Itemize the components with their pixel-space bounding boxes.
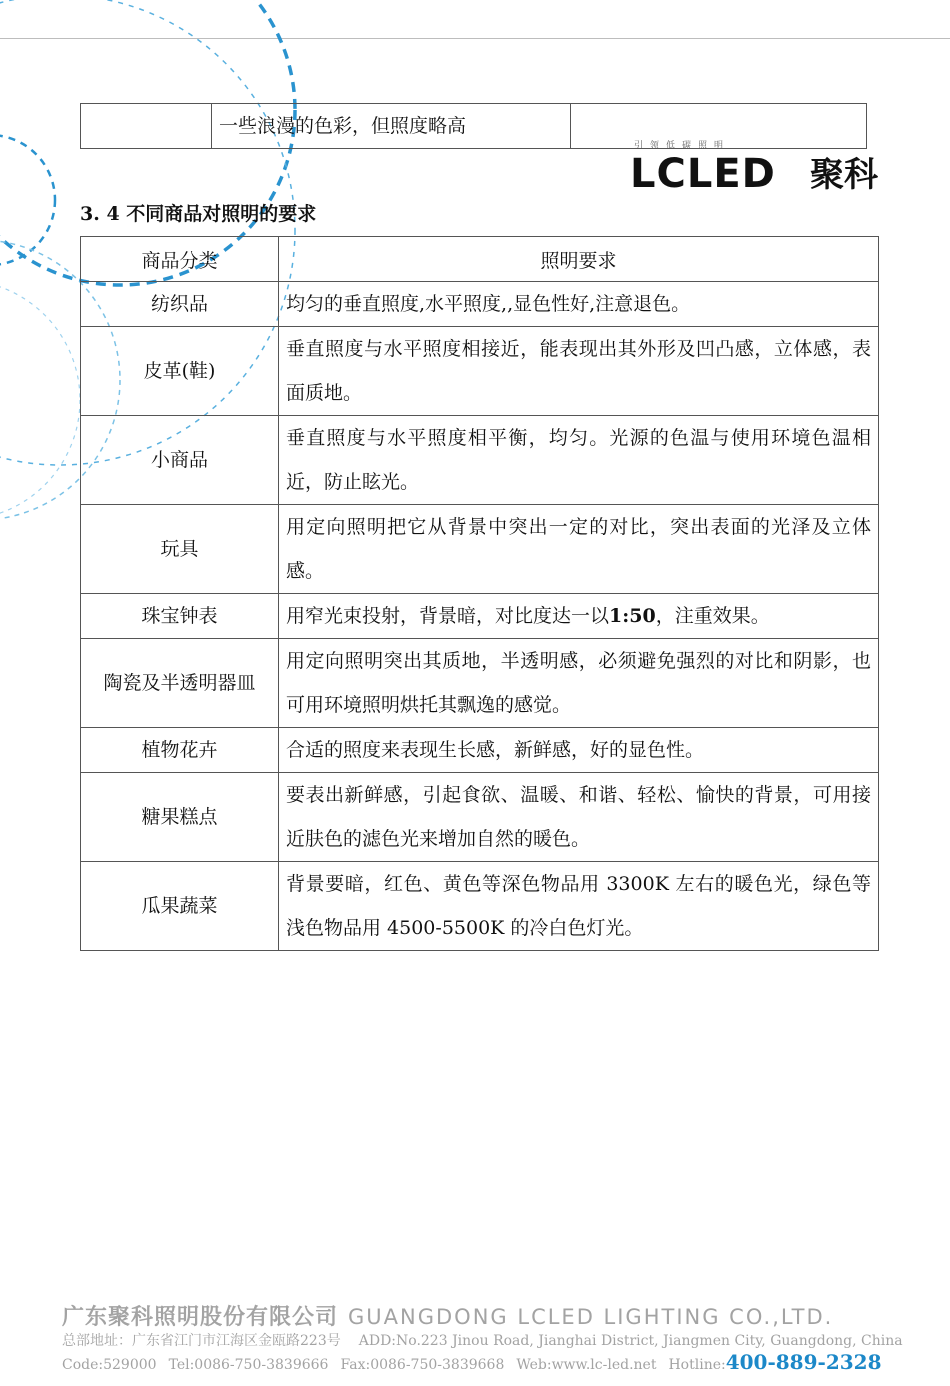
lighting-requirements-table (80, 236, 879, 951)
category-cell: 珠宝钟表 (81, 594, 279, 639)
footer-contacts (62, 1350, 881, 1374)
company-name-en: GUANGDONG LCLED LIGHTING CO.,LTD. (348, 1305, 834, 1329)
table-cell (81, 104, 212, 149)
logo-brand: LCLED (630, 151, 776, 197)
postal-code: Code:529000 (62, 1357, 157, 1373)
category-cell: 纺织品 (81, 282, 279, 327)
fax: Fax:0086-750-3839668 (340, 1357, 505, 1373)
requirement-text: 用窄光束投射，背景暗，对比度达一以 (286, 605, 610, 627)
requirement-cell: 均匀的垂直照度,水平照度,,显色性好,注意退色。 (279, 282, 879, 327)
website-link[interactable]: Web:www.lc-led.net (516, 1357, 657, 1373)
address-en: ADD:No.223 Jinou Road, Jianghai District, Jiangmen City, Guangdong, China (358, 1333, 903, 1349)
requirement-cell: 用定向照明突出其质地，半透明感，必须避免强烈的对比和阴影，也可用环境照明烘托其飘逸的感觉。 (279, 639, 879, 728)
footer-address (62, 1330, 903, 1350)
hotline-number: 400-889-2328 (725, 1350, 882, 1374)
table-row (81, 862, 879, 951)
requirement-cell: 背景要暗，红色、黄色等深色物品用 3300K 左右的暖色光，绿色等浅色物品用 4500-5500K 的冷白色灯光。 (279, 862, 879, 951)
requirement-cell: 合适的照度来表现生长感，新鲜感，好的显色性。 (279, 728, 879, 773)
hotline-label: Hotline: (668, 1357, 726, 1373)
requirement-cell: 用定向照明把它从背景中突出一定的对比，突出表面的光泽及立体感。 (279, 505, 879, 594)
requirement-cell: 要表出新鲜感，引起食欲、温暖、和谐、轻松、愉快的背景，可用接近肤色的滤色光来增加自然的暖色。 (279, 773, 879, 862)
table-row (81, 505, 879, 594)
table-row (81, 728, 879, 773)
table-header-row (81, 237, 879, 282)
category-cell: 植物花卉 (81, 728, 279, 773)
table-row (81, 594, 879, 639)
telephone: Tel:0086-750-3839666 (168, 1357, 329, 1373)
logo-brand-cn: 聚科 (810, 155, 878, 195)
requirement-cell: 垂直照度与水平照度相平衡，均匀。光源的色温与使用环境色温相近，防止眩光。 (279, 416, 879, 505)
table-cell (571, 104, 867, 149)
continued-table (80, 103, 867, 149)
category-cell: 糖果糕点 (81, 773, 279, 862)
requirement-text: ，注重效果。 (655, 605, 770, 627)
table-row (81, 773, 879, 862)
category-cell: 陶瓷及半透明器皿 (81, 639, 279, 728)
column-header-category: 商品分类 (81, 237, 279, 282)
requirement-cell: 垂直照度与水平照度相接近，能表现出其外形及凹凸感，立体感，表面质地。 (279, 327, 879, 416)
table-row (81, 327, 879, 416)
table-row (81, 416, 879, 505)
category-cell: 小商品 (81, 416, 279, 505)
table-row (81, 104, 867, 149)
table-row (81, 282, 879, 327)
logo-tagline: 引领低碳照明 (634, 141, 731, 151)
section-title: 3. 4 不同商品对照明的要求 (80, 203, 317, 225)
category-cell: 玩具 (81, 505, 279, 594)
requirement-cell (279, 594, 879, 639)
footer-company (62, 1300, 833, 1331)
category-cell: 皮革(鞋) (81, 327, 279, 416)
contrast-ratio: 1:50 (609, 605, 656, 627)
address-cn: 总部地址：广东省江门市江海区金瓯路223号 (62, 1333, 341, 1349)
category-cell: 瓜果蔬菜 (81, 862, 279, 951)
table-row (81, 639, 879, 728)
table-cell: 一些浪漫的色彩，但照度略高 (212, 104, 571, 149)
company-name-cn: 广东聚科照明股份有限公司 (62, 1305, 339, 1330)
column-header-requirement: 照明要求 (279, 237, 879, 282)
